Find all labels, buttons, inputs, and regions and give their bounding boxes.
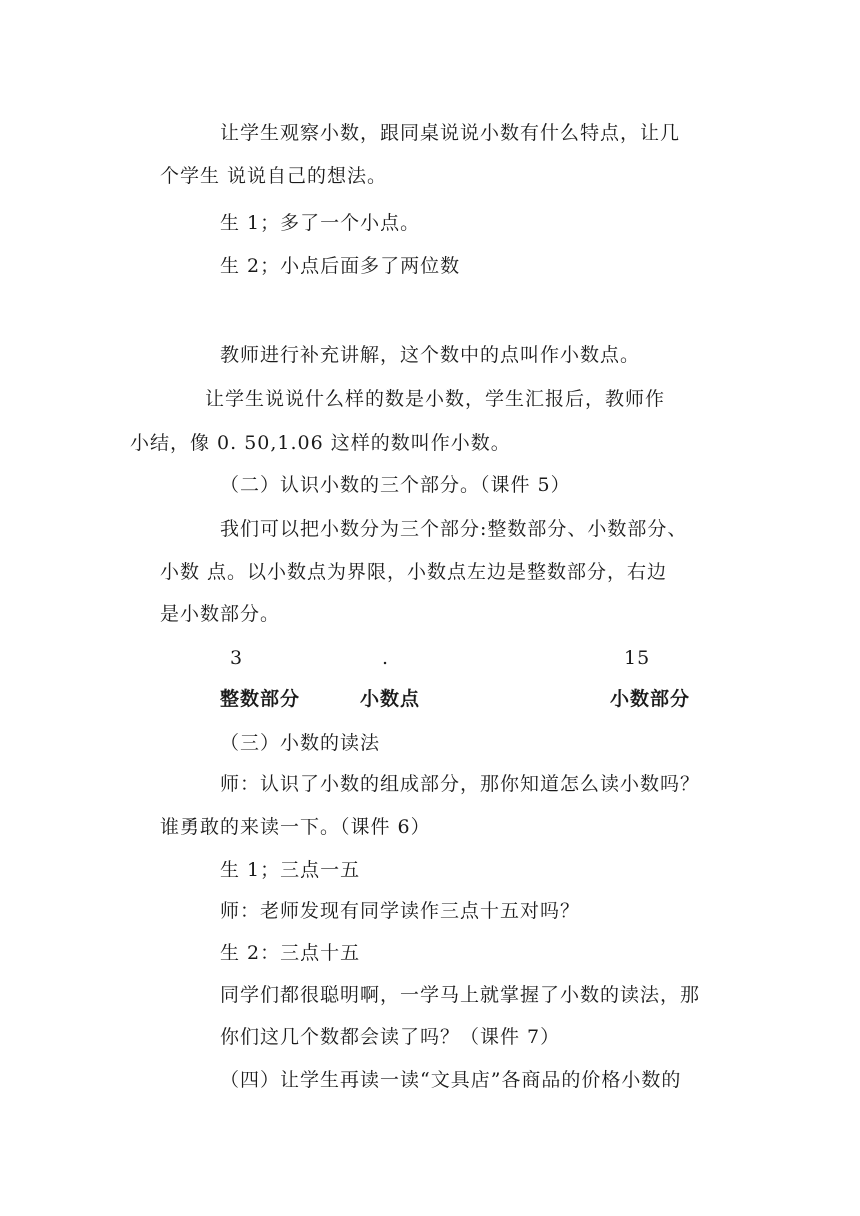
paragraph-parts-line2: 小数 点。以小数点为界限，小数点左边是整数部分，右边 bbox=[160, 561, 668, 583]
decimal-point-symbol: . bbox=[382, 647, 390, 669]
paragraph-parts-line1: 我们可以把小数分为三个部分:整数部分、小数部分、 bbox=[220, 518, 688, 540]
teacher-question-line1: 师：认识了小数的组成部分，那你知道怎么读小数吗？ bbox=[220, 773, 701, 795]
student-answer-2: 生 2；小点后面多了两位数 bbox=[220, 255, 461, 277]
paragraph-summary-line2: 小结，像 0. 50,1.06 这样的数叫作小数。 bbox=[130, 432, 511, 454]
student-answer-1: 生 1；多了一个小点。 bbox=[220, 212, 421, 234]
teacher-question-2: 师：老师发现有同学读作三点十五对吗？ bbox=[220, 900, 581, 922]
fraction-part-label: 小数部分 bbox=[610, 688, 691, 710]
paragraph-parts-line3: 是小数部分。 bbox=[160, 603, 281, 625]
decimal-integer-value: 3 bbox=[230, 647, 244, 669]
teacher-question-line2: 谁勇敢的来读一下。（课件 6） bbox=[160, 816, 431, 838]
decimal-point-label: 小数点 bbox=[360, 688, 421, 710]
teacher-explanation: 教师进行补充讲解，这个数中的点叫作小数点。 bbox=[220, 344, 641, 366]
student-reading-2: 生 2：三点十五 bbox=[220, 942, 361, 964]
paragraph-observe-line2: 个学生 说说自己的想法。 bbox=[160, 165, 388, 187]
paragraph-observe-line1: 让学生观察小数，跟同桌说说小数有什么特点，让几 bbox=[220, 122, 681, 144]
paragraph-praise-line2: 你们这几个数都会读了吗？（课件 7） bbox=[220, 1026, 561, 1048]
section-heading-2: （二）认识小数的三个部分。（课件 5） bbox=[220, 474, 571, 496]
paragraph-summary-line1: 让学生说说什么样的数是小数，学生汇报后，教师作 bbox=[205, 388, 666, 410]
integer-part-label: 整数部分 bbox=[220, 688, 301, 710]
decimal-fraction-value: 15 bbox=[624, 647, 651, 669]
student-reading-1: 生 1；三点一五 bbox=[220, 859, 361, 881]
section-heading-3: （三）小数的读法 bbox=[220, 732, 381, 754]
paragraph-praise-line1: 同学们都很聪明啊，一学马上就掌握了小数的读法，那 bbox=[220, 984, 701, 1006]
section-heading-4: （四）让学生再读一读“文具店”各商品的价格小数的 bbox=[220, 1069, 682, 1091]
